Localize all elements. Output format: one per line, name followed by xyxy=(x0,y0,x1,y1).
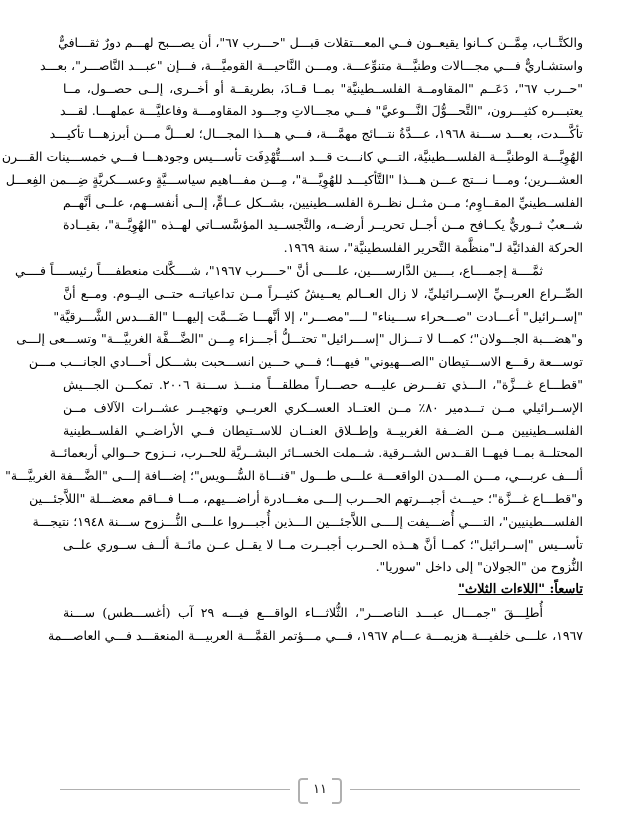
section-heading: تاسعاً: "اللاءات الثلاث" xyxy=(458,582,583,598)
text-line: تأكَّـــدت، بعـــد ســـنة ١٩٦٨، عـــدَّةُ نتـــائج مهمَّـــة، فـــي هـــذا المجـــال؛ لعـــلَّ مـــن أبرزهـــا تأكيـــد xyxy=(49,126,583,142)
text-line: المحتلــة بمــا فيهــا القــدس الشــرقية. شــملت الخســائر البشــريَّة للحــرب، نــزوح حــوالي أربعمائــة xyxy=(49,445,583,461)
page-footer xyxy=(60,778,580,802)
text-line: العشـــرين؛ ومـــا نـــتج عـــن هـــذا "التَّأكيـــد للهُوِيَّـــة"، مِـــن مفـــاهيم سياســـيَّةٍ وعســـكريَّةٍ ضِـــمن الفِعـــل xyxy=(5,171,583,187)
text-line: تأســيس "إســرائيل"؛ كمــا أنَّ هــذه الحــرب أجبــرت مــا لا يقــل عــن مائــة ألــف ســوري علــى xyxy=(63,536,583,552)
text-line: شــعبٌ ثــوريٌّ يكــافح مــن أجــل تحريــر أرضــه، والتَّجســيد المؤسَّســاتي لهــذه "الهُوِيَّــة"، بقيــادة xyxy=(63,217,583,233)
text-line: الحركة الفدائيَّة لـ"منظَّمة التَّحرير الفلسطينيَّة"، سنة ١٩٦٩. xyxy=(283,240,583,256)
text-line: الهُوِيَّـــة الوطنيَّـــة الفلســـطينيَّة، التـــي كانـــت قـــد اســـتُّهْدِفَت تأســـيس وجودهـــا فـــي خمســـينات القـــرن xyxy=(1,148,583,164)
document-body xyxy=(1,32,584,648)
text-line: و"قطـــاع غـــزَّة"؛ حيـــث أجبـــرتهم الحـــرب إلـــى مغـــادرة أراضـــيهم، مـــا فـــاقم معضـــلة "اللاَّجئـــين xyxy=(29,490,583,506)
text-line: الصِّــراع العربــيِّ الإســرائيليِّ، لا زال العــالم يعــيشُ كثيــراً مــن تداعياتــه حتــى اليــوم. ومــع أنَّ xyxy=(63,285,583,301)
text-line: والكتَّــاب، مِمَّــن كــانوا يقيعــون فــي المعـــتقلات قبـــل "حـــرب ٦٧"، أن يصـــبح لهـــم دورٌ ثقـــافيٌّ xyxy=(58,35,583,50)
text-line: "قطـــاع غـــزَّة"، الـــذي تفـــرض عليـــه حصـــاراً مطلقـــاً منـــذ ســـنة ٢٠٠٦. تمكـــن الجـــيش xyxy=(63,376,584,392)
text-line: يعتبـــره كثيـــرون، "التَّحـــوُّلَ النَّـــوعيَّ" فـــي مجـــالاتِ وجـــود المقاومـــة وفاعليَّـــة عملهـــا. لقـــد xyxy=(60,103,583,119)
text-line: الفلســطينيين مــن الضــفة الغربيــة وإطــلاق العنــان للاســتيطان فــي الأراضــي الفلســطينية xyxy=(63,422,583,438)
text-line: النُّزوح من "الجولان" إلى داخل "سوريا". xyxy=(375,559,583,575)
page-number: ١١ xyxy=(313,782,327,797)
text-line: الفلســـطينيين"، التــــي أُضـــيفت إلــــى اللاَّجئـــين الـــذين أُجبـــروا علـــى النُّـــزوح ســـنة ١٩٤٨؛ نتيجـــة xyxy=(32,513,583,529)
text-line: ١٩٦٧، علـــى خلفيـــة هزيمـــة عـــام ١٩٦٧، فـــي مـــؤتمر القمَّـــة العربيـــة المنعقـــد فـــي العاصـــمة xyxy=(47,627,583,643)
text-line: "إســرائيل" أعـــادت "صـــحراء ســـيناء" لــــ"مصـــر"، إلا أنَّهـــا ضَـــمَّت إليهـــا "القـــدس الشَّـــرقيَّة" xyxy=(53,308,583,324)
text-line: "حــرب ٦٧"، دَعَــم "المقاومــة الفلســطينيَّة" بمــا قــادَ، بطريقــة أو أخــرى، إلــى حصــول، مــا xyxy=(63,80,583,96)
text-line: واستشـاريٌّ فـــي مجـــالات وطنيَّـــة متنوِّعـــة. ومـــن النَّاحيـــة القوميَّـــة، فـــإن "عبـــد النَّاصـــر"، بعـــد xyxy=(40,57,583,73)
text-line: أُطلِـــقَ "جمـــال عبـــد الناصـــر"، الثُّلاثـــاء الواقـــع فيـــه ٢٩ آب (أغســـطس) ســـنة xyxy=(63,604,543,620)
text-line: ألـــف عربـــي، مـــن المـــدن الواقعـــة علـــى طـــول "قنـــاة السُّـــويس"؛ إضـــافة إلـــى "الضَّـــفة الغربيَّـــة" xyxy=(5,468,583,484)
text-line: و"هضـــبة الجـــولان"؛ كمـــا لا تـــزال "إســـرائيل" تحتـــلُّ أجـــزاء مِـــن "الضَّـــفَّة الغربيَّـــة" وتســـعى إلـــى xyxy=(16,331,583,347)
text-line: الفلســطينيِّ المقــاوِم؛ مــن مثــل نظــرة الفلســطينيين، بشــكل عــامٍّ، إلــى أنفســهم، علــى أنَّهــم xyxy=(63,194,583,210)
text-line: ثمَّــــة إجمــــاع، بــــين الدَّارســــين، علــــى أنَّ "حــــرب ١٩٦٧"، شــــكَّلت منعطفــــاً رئيســــاً فــــي xyxy=(14,262,543,278)
text-line: توســـعة رقـــع الاســـتيطان "الصـــهيوني" فيهـــا؛ فـــي حـــين انســـحبت بشـــكل أحـــادي الجانـــب مـــن xyxy=(28,354,583,370)
text-line: الإســرائيلي مــن تـــدمير ٨٠٪ مــن العتــاد العســكري العربــي وتهجيــر عشــرات الآلاف مــن xyxy=(63,399,583,415)
